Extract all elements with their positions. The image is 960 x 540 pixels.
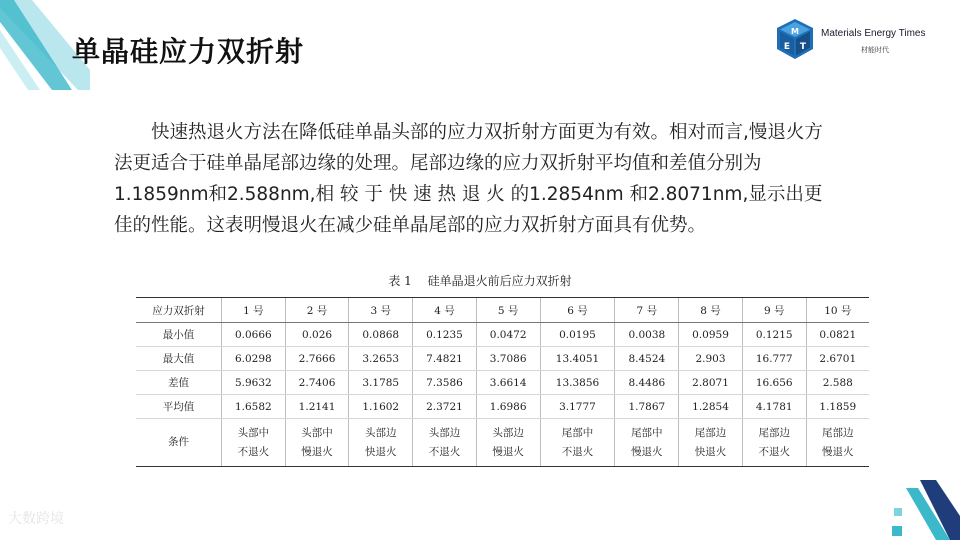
- logo-text-english: Materials Energy Times: [821, 28, 926, 39]
- corner-decoration-bottom-right: [880, 480, 960, 540]
- row-label-cell: 条件: [136, 419, 222, 467]
- table-cell: 3.6614: [476, 371, 540, 395]
- table-cell: 1.2141: [285, 395, 349, 419]
- table-row: [136, 347, 869, 371]
- condition-line: 尾部边: [694, 426, 727, 439]
- column-header: 4 号: [413, 298, 477, 323]
- watermark: 大数跨境: [8, 511, 64, 527]
- table-cell: 6.0298: [222, 347, 286, 371]
- svg-text:M: M: [791, 27, 799, 36]
- condition-cell: [476, 419, 540, 467]
- condition-line: 慢退火: [301, 445, 333, 458]
- table-cell: 0.026: [285, 323, 349, 347]
- column-header: 8 号: [679, 298, 743, 323]
- table-cell: 7.4821: [413, 347, 477, 371]
- condition-line: 不退火: [758, 445, 790, 458]
- table-cell: 3.1785: [349, 371, 413, 395]
- table-cell: 0.0868: [349, 323, 413, 347]
- table-cell: 13.3856: [540, 371, 615, 395]
- table-cell: 4.1781: [742, 395, 806, 419]
- condition-line: 快退火: [365, 445, 397, 458]
- condition-line: 尾部中: [631, 426, 663, 439]
- brand-logo: [775, 18, 935, 62]
- condition-line: 尾部边: [758, 426, 790, 439]
- logo-cube-icon: [775, 18, 815, 60]
- condition-line: 头部中: [301, 426, 333, 439]
- svg-text:T: T: [799, 42, 807, 52]
- table-cell: 0.0038: [615, 323, 679, 347]
- condition-cell: [222, 419, 286, 467]
- condition-cell: [615, 419, 679, 467]
- svg-text:E: E: [783, 42, 791, 52]
- table-cell: 0.1235: [413, 323, 477, 347]
- condition-line: 慢退火: [631, 445, 663, 458]
- table-row: [136, 395, 869, 419]
- condition-line: 快退火: [694, 445, 727, 458]
- condition-cell: [679, 419, 743, 467]
- condition-line: 慢退火: [492, 445, 524, 458]
- condition-line: 头部边: [492, 426, 524, 439]
- table-cell: 1.1859: [806, 395, 869, 419]
- condition-cell: [349, 419, 413, 467]
- condition-line: 慢退火: [822, 445, 854, 458]
- table-cell: 0.0195: [540, 323, 615, 347]
- table-cell: 0.0472: [476, 323, 540, 347]
- table-row: [136, 371, 869, 395]
- column-header: 9 号: [742, 298, 806, 323]
- column-header: 10 号: [806, 298, 869, 323]
- table-cell: 5.9632: [222, 371, 286, 395]
- table-cell: 2.7406: [285, 371, 349, 395]
- condition-line: 不退火: [237, 445, 270, 458]
- condition-line: 头部边: [428, 426, 461, 439]
- condition-line: 尾部边: [822, 426, 854, 439]
- condition-line: 不退火: [428, 445, 461, 458]
- table-cell: 0.1215: [742, 323, 806, 347]
- table-cell: 1.7867: [615, 395, 679, 419]
- table-caption: 表 1 硅单晶退火前后应力双折射: [388, 274, 572, 288]
- table-cell: 1.6582: [222, 395, 286, 419]
- table-cell: 16.777: [742, 347, 806, 371]
- table-cell: 8.4486: [615, 371, 679, 395]
- condition-cell: [285, 419, 349, 467]
- condition-line: 尾部中: [561, 426, 594, 439]
- column-header: 3 号: [349, 298, 413, 323]
- table-row-conditions: [136, 419, 869, 467]
- condition-cell: [413, 419, 477, 467]
- column-header: 应力双折射: [136, 298, 222, 323]
- table-cell: 2.903: [679, 347, 743, 371]
- table-cell: 1.6986: [476, 395, 540, 419]
- condition-cell: [742, 419, 806, 467]
- table-cell: 1.1602: [349, 395, 413, 419]
- row-label-cell: 差值: [136, 371, 222, 395]
- row-label-cell: 最大值: [136, 347, 222, 371]
- birefringence-table: [136, 297, 869, 467]
- condition-cell: [806, 419, 869, 467]
- column-header: 1 号: [222, 298, 286, 323]
- table-header-row: [136, 298, 869, 323]
- table-cell: 2.8071: [679, 371, 743, 395]
- table-cell: 7.3586: [413, 371, 477, 395]
- table-cell: 3.2653: [349, 347, 413, 371]
- table-cell: 0.0821: [806, 323, 869, 347]
- table-cell: 8.4524: [615, 347, 679, 371]
- condition-cell: [540, 419, 615, 467]
- table-cell: 0.0959: [679, 323, 743, 347]
- table-cell: 3.7086: [476, 347, 540, 371]
- column-header: 5 号: [476, 298, 540, 323]
- table-cell: 2.588: [806, 371, 869, 395]
- table-cell: 3.1777: [540, 395, 615, 419]
- logo-text-chinese: 材能时代: [861, 46, 889, 54]
- table-row: [136, 323, 869, 347]
- table-cell: 16.656: [742, 371, 806, 395]
- condition-line: 不退火: [561, 445, 594, 458]
- table-cell: 0.0666: [222, 323, 286, 347]
- row-label-cell: 最小值: [136, 323, 222, 347]
- column-header: 7 号: [615, 298, 679, 323]
- column-header: 2 号: [285, 298, 349, 323]
- page-title: 单晶硅应力双折射: [72, 35, 305, 68]
- table-cell: 13.4051: [540, 347, 615, 371]
- table-cell: 2.6701: [806, 347, 869, 371]
- table-cell: 1.2854: [679, 395, 743, 419]
- condition-line: 头部中: [237, 426, 270, 439]
- body-paragraph: 快速热退火方法在降低硅单晶头部的应力双折射方面更为有效。相对而言,慢退火方法更适合于硅单晶尾部边缘的处理。尾部边缘的应力双折射平均值和差值分别为1.1859nm和2.588nm,相 较 于 快 速 热 退 火 的1.2854nm 和2.8071nm,显示出更佳的性能。这表明慢退火在减少硅单晶尾部的应力双折射方面具有优势。: [114, 122, 823, 236]
- table-cell: 2.7666: [285, 347, 349, 371]
- table-cell: 2.3721: [413, 395, 477, 419]
- row-label-cell: 平均值: [136, 395, 222, 419]
- condition-line: 头部边: [365, 426, 397, 439]
- column-header: 6 号: [540, 298, 615, 323]
